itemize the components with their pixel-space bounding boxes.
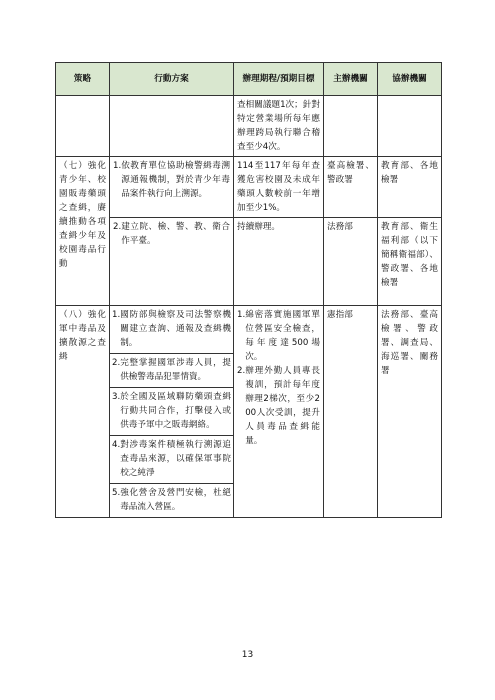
assist-agency: 法務部、臺高檢署、警政署、調查局、海巡署、關務署 — [378, 306, 442, 518]
header-period-target: 辦理期程/預期目標 — [234, 63, 324, 96]
header-assist-agency: 協辦機關 — [378, 63, 442, 96]
header-action-plan: 行動方案 — [110, 63, 234, 96]
header-strategy: 策略 — [56, 63, 110, 96]
action-plan-item: 5. 強化營舍及營門安檢，杜絕毒品流入營區。 — [112, 488, 231, 512]
strategy-section7: （七）強化青少年、校園販毒藥頭之查緝，賡續推動各項查緝少年及校園毒品行動 — [56, 157, 110, 306]
action-plan-item: 3. 於全國及區域聯防藥頭查緝行動共同合作，打擊侵入或供毒予軍中之販毒網絡。 — [112, 392, 231, 430]
action-plan-item: 4. 對涉毒案件積極執行溯源追查毒品來源，以確保軍事院校之純淨 — [112, 440, 231, 478]
period-target-item: 1. 綿密落實施國軍單位營區安全檢查，每年度達500場次。 — [237, 310, 320, 362]
period-target-item: 2. 辦理外勤人員專長複訓，預計每年度辦理2梯次，至少200人次受訓，提升人員毒品查緝能量。 — [237, 366, 320, 446]
period-target: 114至117年每年查獲危害校園及未成年藥頭人數較前一年增加至少1%。 — [234, 157, 324, 218]
action-plan-item: 2. 建立院、檢、警、教、衛合作平臺。 — [113, 222, 230, 246]
table-row-section8 — [56, 306, 442, 518]
table-header-row — [56, 63, 442, 96]
strategy-table — [55, 62, 442, 518]
table-row-continuation — [56, 96, 442, 157]
table-row-section7-2 — [56, 218, 442, 306]
strategy-section8: （八）強化軍中毒品及擴散源之查緝 — [56, 306, 110, 518]
page-number: 13 — [241, 650, 254, 660]
action-plan-list — [110, 306, 233, 517]
period-target: 持續辦理。 — [234, 218, 324, 306]
action-plan-item: 1. 國防部與檢察及司法警察機關建立查詢、通報及查緝機制。 — [112, 310, 231, 348]
lead-agency: 臺高檢署、警政署 — [324, 157, 378, 218]
assist-agency: 教育部、各地檢署 — [378, 157, 442, 218]
lead-agency: 法務部 — [324, 218, 378, 306]
action-plan-item: 2. 完整掌握國軍涉毒人員，提供檢警毒品犯罪情資。 — [112, 358, 231, 382]
action-plan-item: 1. 依教育單位協助檢警緝毒溯源通報機制，對於青少年毒品案件執行向上溯源。 — [113, 161, 230, 199]
assist-agency: 教育部、衛生福利部（以下簡稱衛福部）、警政署、各地檢署 — [378, 218, 442, 306]
lead-agency: 憲指部 — [324, 306, 378, 518]
period-target-list — [234, 306, 324, 518]
table-row-section7-1 — [56, 157, 442, 218]
header-lead-agency: 主辦機關 — [324, 63, 378, 96]
continuation-period: 查相關議題1次；針對特定營業場所每年應辦理跨局執行聯合稽查至少4次。 — [234, 96, 324, 157]
